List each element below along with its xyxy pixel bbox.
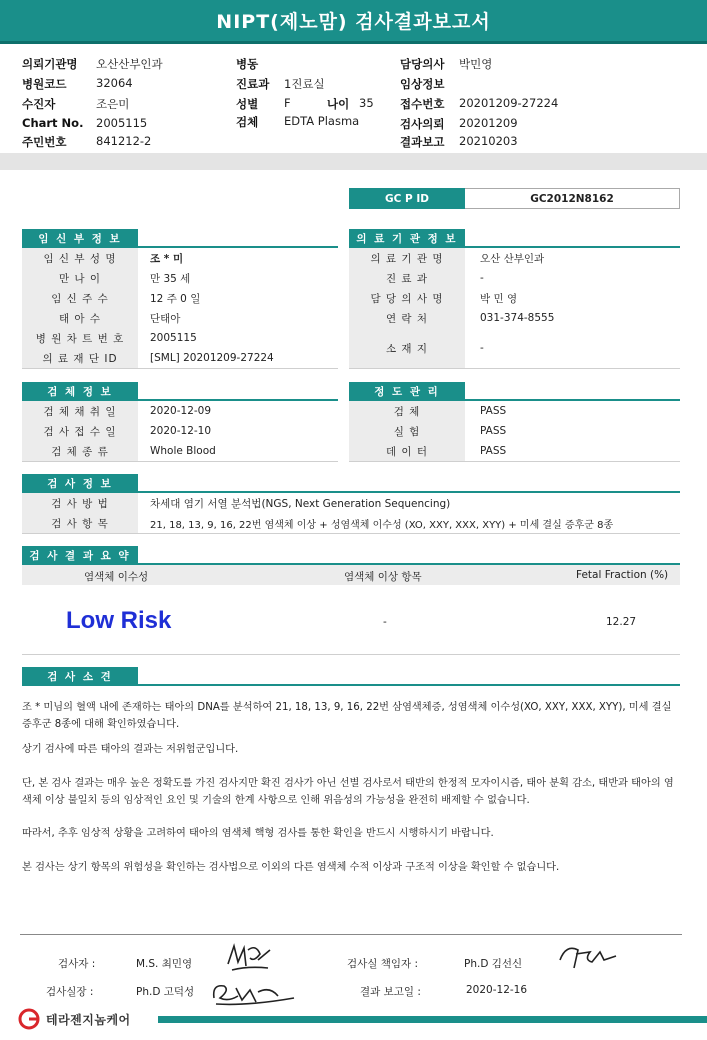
head-value: Ph.D 고덕성 [136, 986, 195, 998]
sample-bottom-rule [22, 461, 338, 462]
report-title: NIPT(제노맘) 검사결과보고서 [0, 0, 707, 44]
qc-experiment-label: 실 험 [349, 421, 465, 441]
gcpid-label: GC P ID [349, 188, 465, 209]
head-label: 검사실장 : [46, 986, 94, 998]
receiver-label: 수진자 [22, 97, 56, 111]
risk-result: Low Risk [66, 607, 172, 634]
summary-header-row [22, 565, 680, 585]
request-value: 20201209 [459, 116, 518, 130]
summary-col-abnormal: 염색체 이상 항목 [344, 571, 422, 583]
company-logo-icon [18, 1008, 42, 1030]
doctor-label: 담당의사 [400, 57, 445, 71]
company-logo [18, 1008, 131, 1030]
receiver-value: 조은미 [96, 97, 130, 111]
lab-chief-signature [556, 940, 620, 972]
pregnant-name-label: 임 신 부 성 명 [22, 248, 138, 268]
test-info-tab: 검 사 정 보 [22, 474, 138, 492]
qc-sample-value: PASS [480, 405, 507, 417]
specimen-label: 검체 [236, 115, 259, 129]
summary-col-fetal-fraction: Fetal Fraction (%) [576, 569, 669, 581]
collection-date-value: 2020-12-09 [150, 405, 212, 417]
accession-value: 20201209-27224 [459, 96, 559, 110]
ward-label: 병동 [236, 57, 259, 71]
doctor-name-label: 담 당 의 사 명 [349, 288, 465, 308]
company-name: 테라젠지놈케어 [46, 1012, 131, 1027]
sex-label: 성별 [236, 97, 259, 111]
hospital-label: 의뢰기관명 [22, 57, 78, 71]
sample-type-value: Whole Blood [150, 445, 216, 457]
test-items-value: 21, 18, 13, 9, 16, 22번 염색체 이상 + 성염색체 이수성 (XO, XXY, XXX, XYY) + 미세 결실 증후군 8종 [150, 519, 614, 531]
pregnant-age-label: 만 나 이 [22, 268, 138, 288]
header-info [22, 52, 702, 152]
pregnant-age-value: 만 35 세 [150, 272, 191, 285]
pregnant-info-tab: 임 신 부 정 보 [22, 229, 138, 247]
dept-value: 1진료실 [284, 77, 325, 91]
report-date-value: 20210203 [459, 134, 518, 148]
tester-label: 검사자 : [58, 958, 96, 970]
opinion-paragraph-5: 본 검사는 상기 항목의 위험성을 확인하는 검사법으로 이외의 다른 염색체 수적 이상과 구조적 이상을 확인할 수 없습니다. [22, 862, 560, 873]
institution-info-tab: 의 료 기 관 정 보 [349, 229, 465, 247]
rrn-label: 주민번호 [22, 135, 67, 149]
foundation-id-value: [SML] 20201209-27224 [150, 352, 274, 364]
report-date-label: 결과보고 [400, 135, 445, 149]
receipt-date-label: 검 사 접 수 일 [22, 421, 138, 441]
head-signature [208, 976, 298, 1010]
sample-info-tab: 검 체 정 보 [22, 382, 138, 400]
gcpid-value: GC2012N8162 [465, 188, 680, 209]
test-method-label: 검 사 방 법 [22, 493, 138, 513]
department-value: - [480, 272, 484, 284]
location-label: 소 재 지 [349, 328, 465, 368]
chart-value: 2005115 [96, 116, 148, 130]
opinion-paragraph-1: 조 * 미님의 혈액 내에 존재하는 태아의 DNA를 분석하여 21, 18, 13, 9, 16, 22번 삼염색체증, 성염색체 이수성(XO, XXY, XXX, XYY), 미세 결실 증후군 8종에 대해 확인하였습니다. [22, 702, 672, 730]
report-date-sig-label: 결과 보고일 : [360, 986, 421, 998]
qc-bottom-rule [349, 461, 680, 462]
location-value: - [480, 342, 484, 354]
foundation-id-label: 의 료 재 단 ID [22, 348, 138, 368]
qc-data-value: PASS [480, 445, 507, 457]
pregnant-bottom-rule [22, 368, 338, 369]
contact-label: 연 락 처 [349, 308, 465, 328]
department-label: 진 료 과 [349, 268, 465, 288]
signature-divider [20, 934, 682, 935]
receipt-date-value: 2020-12-10 [150, 425, 212, 437]
abnormal-result: - [383, 616, 387, 628]
dept-label: 진료과 [236, 77, 270, 91]
specimen-value: EDTA Plasma [284, 114, 360, 128]
summary-bottom-rule [22, 654, 680, 655]
hospital-chart-value: 2005115 [150, 332, 197, 344]
qc-sample-label: 검 체 [349, 401, 465, 421]
report-date-sig-value: 2020-12-16 [466, 984, 528, 996]
contact-value: 031-374-8555 [480, 312, 555, 324]
test-items-label: 검 사 항 목 [22, 513, 138, 533]
tester-signature [224, 940, 274, 976]
fetus-count-label: 태 아 수 [22, 308, 138, 328]
header-divider-band [0, 153, 707, 170]
sample-type-label: 검 체 종 류 [22, 441, 138, 461]
opinion-tab: 검 사 소 견 [22, 667, 138, 685]
fetal-fraction-value: 12.27 [606, 616, 637, 628]
institution-name-label: 의 료 기 관 명 [349, 248, 465, 268]
summary-tab: 검 사 결 과 요 약 [22, 546, 138, 564]
rrn-value: 841212-2 [96, 134, 152, 148]
chart-label: Chart No. [22, 116, 84, 130]
opinion-paragraph-4: 따라서, 추후 임상적 상황을 고려하여 태아의 염색체 핵형 검사를 통한 확인을 반드시 시행하시기 바랍니다. [22, 828, 494, 839]
gestation-value: 12 주 0 일 [150, 292, 201, 305]
collection-date-label: 검 체 채 취 일 [22, 401, 138, 421]
hospital-chart-label: 병 원 차 트 번 호 [22, 328, 138, 348]
gestation-label: 임 신 주 수 [22, 288, 138, 308]
code-label: 병원코드 [22, 77, 67, 91]
request-label: 검사의뢰 [400, 117, 445, 131]
opinion-paragraph-2: 상기 검사에 따른 태아의 결과는 저위험군입니다. [22, 744, 239, 755]
summary-col-aneuploidy: 염색체 이수성 [84, 571, 149, 583]
test-method-value: 차세대 염기 서열 분석법(NGS, Next Generation Sequencing) [150, 497, 451, 510]
hospital-value: 오산산부인과 [96, 57, 163, 71]
qc-experiment-value: PASS [480, 425, 507, 437]
tester-value: M.S. 최민영 [136, 958, 193, 970]
code-value: 32064 [96, 76, 133, 90]
age-label: 나이 [327, 97, 350, 111]
doctor-name-value: 박 민 영 [480, 292, 518, 305]
lab-chief-value: Ph.D 김선신 [464, 958, 523, 970]
accession-label: 접수번호 [400, 97, 445, 111]
qc-data-label: 데 이 터 [349, 441, 465, 461]
institution-bottom-rule [349, 368, 680, 369]
footer-brand-bar [158, 1016, 707, 1023]
age-value: 35 [359, 96, 374, 110]
pregnant-name-value: 조 * 미 [150, 252, 184, 265]
doctor-value: 박민영 [459, 57, 493, 71]
lab-chief-label: 검사실 책임자 : [347, 958, 419, 970]
test-bottom-rule [22, 533, 680, 534]
sex-value: F [284, 96, 291, 110]
opinion-line [22, 684, 680, 686]
fetus-count-value: 단태아 [150, 312, 181, 325]
qc-tab: 정 도 관 리 [349, 382, 465, 400]
clinical-label: 임상정보 [400, 77, 445, 91]
institution-name-value: 오산 산부인과 [480, 252, 545, 265]
opinion-paragraph-3: 단, 본 검사 결과는 매우 높은 정확도를 가진 검사지만 확진 검사가 아닌 선별 검사로서 태반의 한정적 모자이시즘, 태아 분획 감소, 태반과 태아의 염색체 이상 불일치 등의 임상적인 요인 및 기술의 한계 사항으로 인해 위음성의 가능성을 완전히 배제할 수 없습니다. [22, 778, 674, 806]
